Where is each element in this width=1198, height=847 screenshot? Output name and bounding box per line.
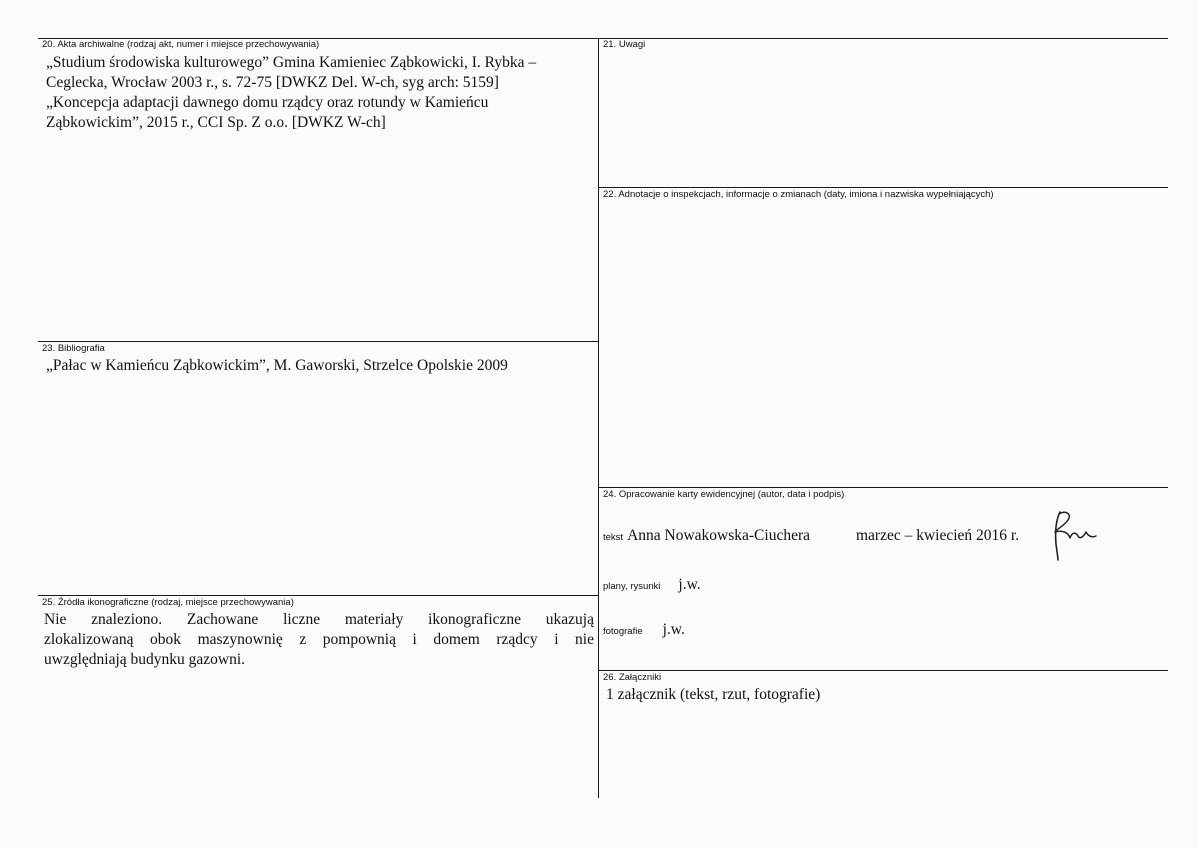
field-26-text: 1 załącznik (tekst, rzut, fotografie) <box>606 686 821 703</box>
field-26-label: 26. Załączniki <box>603 672 662 683</box>
field-20-line-3: „Koncepcja adaptacji dawnego domu rządcy oraz rotundy w Kamieńcu <box>46 94 489 111</box>
rule-right-24 <box>598 487 1168 488</box>
field-21-label: 21. Uwagi <box>603 39 646 50</box>
field-25-line-1: Nie znaleziono. Zachowane liczne materiały ikonograficzne ukazują <box>44 611 594 628</box>
field-25-label: 25. Źródła ikonograficzne (rodzaj, miejsce przechowywania) <box>42 597 294 608</box>
field-20-line-1: „Studium środowiska kulturowego” Gmina Kamieniec Ząbkowicki, I. Rybka – <box>46 54 537 71</box>
field-20-content <box>46 53 594 133</box>
preparation-date: marzec – kwiecień 2016 r. <box>856 527 1020 544</box>
field-26-content <box>606 685 1166 705</box>
rule-right-22 <box>598 187 1168 188</box>
author-name: Anna Nowakowska-Ciuchera <box>627 527 810 544</box>
rule-left-23 <box>38 341 598 342</box>
field-25-content <box>44 610 594 670</box>
field-25-line-2: zlokalizowaną obok maszynownię z pompownią i domem rządcy i nie <box>44 631 594 648</box>
field-24-photos-row <box>603 621 685 639</box>
signature-icon <box>1046 506 1102 562</box>
rule-right-26 <box>598 670 1168 671</box>
rule-left-25 <box>38 595 598 596</box>
field-24-text-row <box>603 527 810 545</box>
field-23-text: „Pałac w Kamieńcu Ząbkowickim”, M. Gaworski, Strzelce Opolskie 2009 <box>46 357 508 374</box>
field-24-plans-row <box>603 576 701 594</box>
fotografie-label: fotografie <box>603 626 643 637</box>
field-24-label: 24. Opracowanie karty ewidencyjnej (autor, data i podpis) <box>603 489 845 500</box>
field-20-line-2: Ceglecka, Wrocław 2003 r., s. 72-75 [DWKZ Del. W-ch, syg arch: 5159] <box>46 74 499 91</box>
field-20-line-4: Ząbkowickim”, 2015 r., CCI Sp. Z o.o. [DWKZ W-ch] <box>46 114 386 131</box>
plany-value: j.w. <box>678 576 701 593</box>
tekst-label: tekst <box>603 532 624 543</box>
field-25-line-3: uwzględniają budynku gazowni. <box>44 651 246 668</box>
field-22-label: 22. Adnotacje o inspekcjach, informacje o zmianach (daty, imiona i nazwiska wypełniających) <box>603 189 994 200</box>
field-20-label: 20. Akta archiwalne (rodzaj akt, numer i miejsce przechowywania) <box>42 39 320 50</box>
fotografie-value: j.w. <box>662 621 685 638</box>
plany-label: plany, rysunki <box>603 581 661 592</box>
column-divider <box>598 38 599 798</box>
field-23-content <box>46 356 594 376</box>
field-23-label: 23. Bibliografia <box>42 343 105 354</box>
